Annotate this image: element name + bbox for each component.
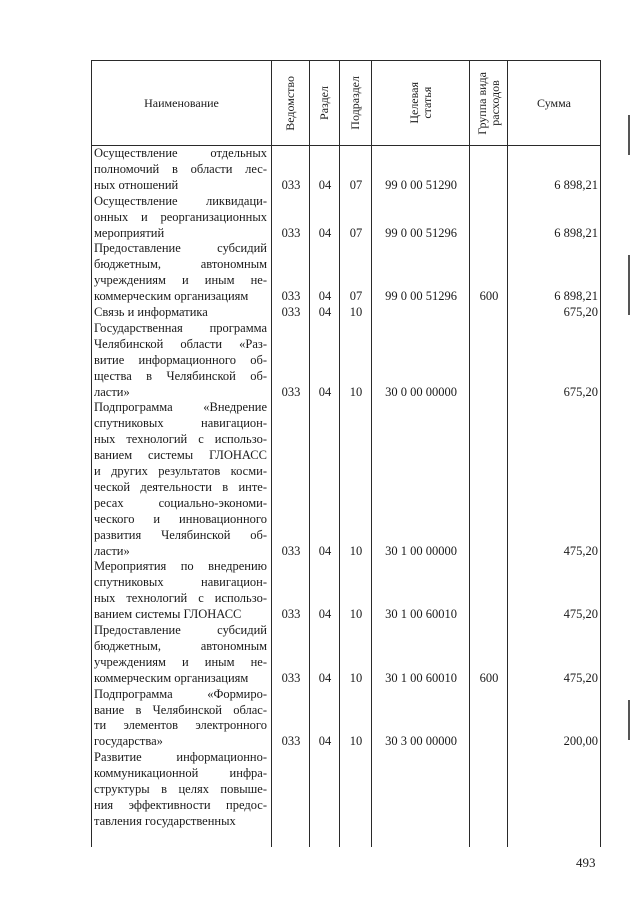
row-name-line: полномочий в области лес-	[94, 161, 267, 176]
row-celevaya: 30 3 00 00000	[385, 734, 457, 749]
row-name-line: ванием системы ГЛОНАСС	[94, 448, 267, 463]
column-divider	[469, 60, 470, 847]
row-podrazdel: 10	[349, 670, 363, 685]
row-summa: 675,20	[563, 384, 598, 399]
row-name-line: Мероприятия по внедрению	[94, 559, 267, 574]
row-name	[94, 305, 267, 321]
row-celevaya: 30 1 00 60010	[385, 607, 457, 622]
row-vedomstvo: 033	[281, 543, 301, 558]
row-name-line: Предоставление субсидий	[94, 241, 267, 256]
header-razdel-text: Раздел	[317, 86, 331, 120]
header-summa-text: Сумма	[537, 95, 571, 110]
row-vedomstvo: 033	[281, 670, 301, 685]
row-name-line: витие информационного об-	[94, 352, 267, 367]
row-name-line: вание в Челябинской облас-	[94, 702, 267, 717]
row-podrazdel: 10	[349, 543, 363, 558]
row-razdel: 04	[318, 384, 332, 399]
row-name-line: щества в Челябинской об-	[94, 368, 267, 383]
column-divider	[271, 60, 272, 847]
row-vedomstvo: 033	[281, 607, 301, 622]
row-vedomstvo: 033	[281, 289, 301, 304]
row-name-line: Связь и информатика	[94, 305, 208, 319]
row-summa: 6 898,21	[554, 289, 598, 304]
header-gruppa-text: Группа вида расходов	[474, 71, 502, 135]
row-podrazdel: 07	[349, 289, 363, 304]
row-name-line: ных технологий с использо-	[94, 432, 267, 447]
row-name-line: Подпрограмма «Формиро-	[94, 686, 267, 701]
row-podrazdel: 10	[349, 384, 363, 399]
row-vedomstvo: 033	[281, 734, 301, 749]
row-name-line: ласти»	[94, 543, 130, 558]
row-vedomstvo: 033	[281, 225, 301, 240]
row-celevaya: 30 0 00 00000	[385, 384, 457, 399]
scan-edge-mark	[628, 115, 630, 155]
row-name	[94, 194, 267, 242]
row-name	[94, 321, 267, 401]
row-celevaya: 30 1 00 00000	[385, 543, 457, 558]
row-name	[94, 241, 267, 305]
row-summa: 475,20	[563, 607, 598, 622]
header-summa	[508, 61, 600, 145]
row-podrazdel: 10	[349, 305, 363, 319]
row-name-line: структуры в целях повыше-	[94, 782, 267, 796]
row-podrazdel: 10	[349, 734, 363, 749]
header-podrazdel-text: Подраздел	[348, 76, 362, 130]
row-name-line: тавления государственных	[94, 813, 236, 828]
row-razdel: 04	[318, 607, 332, 622]
row-razdel: 04	[318, 305, 332, 319]
row-celevaya: 99 0 00 51296	[385, 225, 457, 240]
row-name-line: учреждениям и иным не-	[94, 273, 267, 288]
row-name-line: спутниковых навигацион-	[94, 575, 267, 590]
row-name-line: ных отношений	[94, 177, 179, 192]
row-razdel: 04	[318, 177, 332, 192]
row-name-line: мероприятий	[94, 225, 165, 240]
row-razdel: 04	[318, 225, 332, 240]
row-celevaya: 30 1 00 60010	[385, 670, 457, 685]
table-border-right	[600, 60, 601, 847]
header-celevaya-text: Целевая статья	[406, 82, 434, 124]
scan-edge-mark	[628, 255, 630, 315]
header-vedomstvo-text: Ведомство	[283, 75, 297, 131]
row-summa: 675,20	[563, 305, 598, 319]
row-name-line: учреждениям и иным не-	[94, 654, 267, 669]
row-podrazdel: 07	[349, 177, 363, 192]
row-name-line: спутниковых навигацион-	[94, 416, 267, 431]
row-name-line: Осуществление ликвидаци-	[94, 193, 267, 208]
row-name-line: коммерческим организациям	[94, 670, 249, 685]
column-divider	[371, 60, 372, 847]
row-summa: 6 898,21	[554, 225, 598, 240]
header-gruppa	[470, 61, 507, 145]
row-name-line: бюджетным, автономным	[94, 257, 267, 272]
row-name-line: ния эффективности предос-	[94, 797, 267, 812]
page-number: 493	[576, 855, 596, 870]
row-name-line: Государственная программа	[94, 320, 267, 335]
scan-edge-mark	[628, 700, 630, 740]
row-summa: 475,20	[563, 670, 598, 685]
row-podrazdel: 10	[349, 607, 363, 622]
row-summa: 6 898,21	[554, 177, 598, 192]
row-name-line: ласти»	[94, 384, 130, 399]
row-name-line: Осуществление отдельных	[94, 146, 267, 160]
row-name-line: коммерческим организациям	[94, 289, 249, 304]
row-name-line: ческой деятельности в инте-	[94, 479, 267, 494]
row-name-line: ресах социально-экономи-	[94, 495, 267, 510]
row-razdel: 04	[318, 543, 332, 558]
row-vedomstvo: 033	[281, 177, 301, 192]
row-podrazdel: 07	[349, 225, 363, 240]
row-name-line: развития Челябинской об-	[94, 527, 267, 542]
header-celevaya	[372, 61, 469, 145]
header-podrazdel	[340, 61, 371, 145]
row-name-line: Развитие информационно-	[94, 750, 267, 765]
row-name	[94, 687, 267, 751]
row-razdel: 04	[318, 670, 332, 685]
row-name-line: Предоставление субсидий	[94, 623, 267, 637]
row-name-line: ти элементов электронного	[94, 718, 267, 733]
row-celevaya: 99 0 00 51296	[385, 289, 457, 304]
row-gruppa: 600	[479, 670, 499, 685]
row-name-line: ных технологий с использо-	[94, 591, 267, 606]
row-name	[94, 146, 267, 194]
row-name	[94, 559, 267, 623]
row-name-line: и других результатов косми-	[94, 464, 267, 479]
row-name-line: Челябинской области «Раз-	[94, 336, 267, 351]
row-gruppa: 600	[479, 289, 499, 304]
row-name-line: Подпрограмма «Внедрение	[94, 400, 267, 415]
row-name	[94, 400, 267, 559]
header-name	[92, 61, 271, 145]
row-name-line: ванием системы ГЛОНАСС	[94, 607, 242, 622]
header-name-text: Наименование	[144, 95, 219, 110]
row-summa: 475,20	[563, 543, 598, 558]
row-name-line: ческого и инновационного	[94, 511, 267, 526]
row-vedomstvo: 033	[281, 384, 301, 399]
row-name-line: коммуникационной инфра-	[94, 766, 267, 781]
row-celevaya: 99 0 00 51290	[385, 177, 457, 192]
header-razdel	[310, 61, 339, 145]
row-summa: 200,00	[563, 734, 598, 749]
row-razdel: 04	[318, 734, 332, 749]
row-name	[94, 750, 267, 830]
row-vedomstvo: 033	[281, 305, 301, 319]
row-name-line: бюджетным, автономным	[94, 638, 267, 653]
row-name-line: государства»	[94, 734, 163, 749]
row-razdel: 04	[318, 289, 332, 304]
row-name	[94, 623, 267, 687]
header-vedomstvo	[272, 61, 309, 145]
table-border-left	[91, 60, 92, 847]
row-name-line: онных и реорганизационных	[94, 209, 267, 224]
